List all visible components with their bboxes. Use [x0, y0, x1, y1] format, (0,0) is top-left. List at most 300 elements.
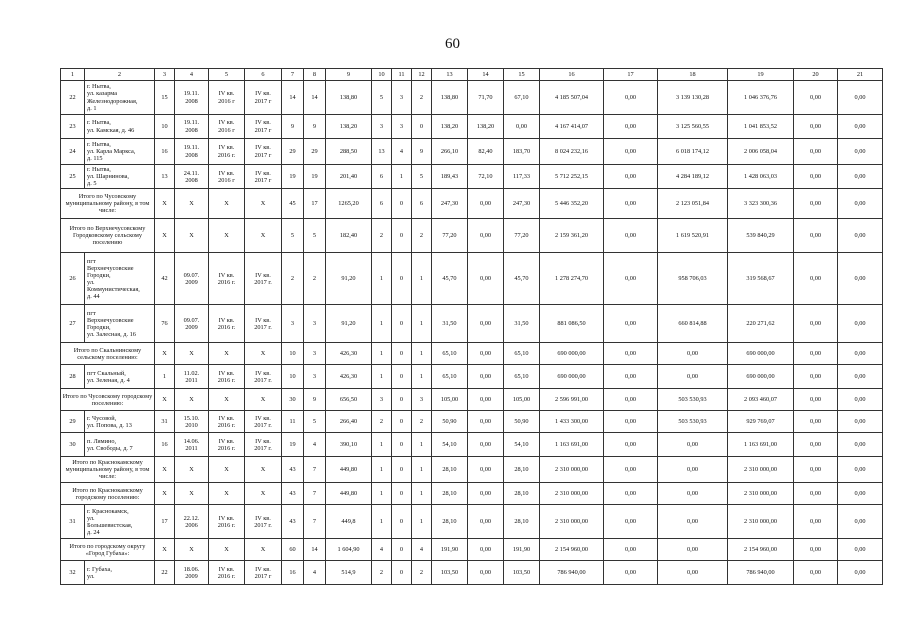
table-header-row [61, 69, 883, 81]
table-cell: IV кв. 2016 г. [209, 139, 245, 165]
table-cell: 103,50 [432, 561, 468, 585]
table-cell: X [155, 483, 175, 505]
table-cell: 5 712 252,15 [540, 165, 604, 189]
table-cell: 5 446 352,20 [540, 189, 604, 219]
table-cell: 1 [372, 365, 392, 389]
table-cell: X [155, 343, 175, 365]
table-cell: 0 [392, 389, 412, 411]
table-cell: Итого по Краснокамскому муниципальному району, в том числе: [61, 457, 155, 483]
table-cell: IV кв. 2016 г [209, 115, 245, 139]
table-cell: 0 [392, 189, 412, 219]
table-cell: 9 [304, 389, 326, 411]
table-cell: 50,90 [432, 411, 468, 433]
table-cell: 0,00 [604, 253, 658, 305]
table-cell: 21 [838, 69, 883, 81]
table-cell: 5 [304, 219, 326, 253]
table-cell: 1 [412, 505, 432, 539]
table-cell: 390,10 [326, 433, 372, 457]
table-cell: 0,00 [658, 343, 728, 365]
table-cell: 19 [728, 69, 794, 81]
table-cell: 0,00 [794, 389, 838, 411]
table-cell: 13 [432, 69, 468, 81]
table-cell: 0,00 [838, 139, 883, 165]
table-cell: 0,00 [604, 165, 658, 189]
table-cell: 17 [304, 189, 326, 219]
table-cell: 220 271,62 [728, 305, 794, 343]
table-cell: 0 [412, 115, 432, 139]
table-cell: 09.07. 2009 [175, 305, 209, 343]
table-cell: 266,10 [432, 139, 468, 165]
table-cell: 1 [412, 365, 432, 389]
table-cell: Итого по Чусовскому муниципальному району, в том числе: [61, 189, 155, 219]
table-cell: 0,00 [794, 561, 838, 585]
table-cell: 0,00 [838, 433, 883, 457]
table-cell: X [209, 189, 245, 219]
table-cell: г. Нытва, ул. Камская, д. 46 [85, 115, 155, 139]
table-cell: г. Нытва, ул. Шарнинова, д. 5 [85, 165, 155, 189]
table-cell: 3 [372, 115, 392, 139]
table-cell: 0,00 [658, 505, 728, 539]
table-cell: г. Нытва, ул. Карла Маркса, д. 115 [85, 139, 155, 165]
table-cell: 7 [304, 483, 326, 505]
table-cell: 449,8 [326, 505, 372, 539]
table-cell: 91,20 [326, 305, 372, 343]
table-cell: 2 [412, 81, 432, 115]
table-cell: 5 [209, 69, 245, 81]
table-cell: IV кв. 2016 г. [209, 433, 245, 457]
table-cell: 0,00 [468, 343, 504, 365]
table-cell: 103,50 [504, 561, 540, 585]
table-cell: 13 [372, 139, 392, 165]
table-cell: 29 [304, 139, 326, 165]
table-cell: 9 [412, 139, 432, 165]
table-cell: X [155, 457, 175, 483]
table-cell: 189,43 [432, 165, 468, 189]
table-cell: 8 024 232,16 [540, 139, 604, 165]
table-cell: 43 [282, 457, 304, 483]
table-cell: X [245, 219, 282, 253]
page-number: 60 [445, 36, 460, 52]
table-cell: 17 [155, 505, 175, 539]
table-cell: 7 [304, 505, 326, 539]
table-cell: 6 [372, 189, 392, 219]
subtotal-row [61, 219, 883, 253]
table-cell: 0,00 [838, 457, 883, 483]
table-cell: 0,00 [794, 139, 838, 165]
table-cell: 65,10 [432, 343, 468, 365]
table-cell: 4 [412, 539, 432, 561]
table-cell: 1 041 853,52 [728, 115, 794, 139]
table-cell: 28 [61, 365, 85, 389]
table-cell: 182,40 [326, 219, 372, 253]
table-cell: 3 125 560,55 [658, 115, 728, 139]
table-cell: г. Краснокамск, ул. Большевистская, д. 24 [85, 505, 155, 539]
table-cell: 0,00 [604, 483, 658, 505]
table-cell: 0,00 [794, 433, 838, 457]
table-cell: 0 [392, 343, 412, 365]
table-cell: 2 [372, 411, 392, 433]
table-row [61, 505, 883, 539]
table-cell: 503 530,93 [658, 411, 728, 433]
table-cell: 0,00 [838, 505, 883, 539]
table-cell: 7 [282, 69, 304, 81]
table-cell: 16 [155, 139, 175, 165]
table-cell: IV кв. 2016 г. [209, 253, 245, 305]
table-row [61, 81, 883, 115]
table-cell: 2 596 991,00 [540, 389, 604, 411]
table-cell: 29 [282, 139, 304, 165]
table-cell: 2 154 960,00 [540, 539, 604, 561]
table-cell: 31 [61, 505, 85, 539]
table-cell: 1 [412, 457, 432, 483]
table-cell: 54,10 [432, 433, 468, 457]
table-row [61, 561, 883, 585]
table-cell: 60 [282, 539, 304, 561]
table-cell: IV кв. 2017 г. [245, 411, 282, 433]
table-cell: 24 [61, 139, 85, 165]
table-cell: IV кв. 2016 г [209, 81, 245, 115]
table-cell: 65,10 [504, 365, 540, 389]
table-cell: 0,00 [838, 539, 883, 561]
subtotal-row [61, 343, 883, 365]
table-cell: 0,00 [794, 253, 838, 305]
table-cell: 10 [282, 365, 304, 389]
table-cell: 19 [282, 433, 304, 457]
table-cell: 201,40 [326, 165, 372, 189]
table-cell: 0,00 [468, 305, 504, 343]
table-cell: 1 046 376,76 [728, 81, 794, 115]
table-cell: пгт Скальный, ул. Зеленая, д. 4 [85, 365, 155, 389]
table-cell: 0,00 [604, 561, 658, 585]
table-cell: 1 619 520,91 [658, 219, 728, 253]
table-cell: 31,50 [504, 305, 540, 343]
table-cell: 0,00 [604, 305, 658, 343]
table-cell: 0,00 [838, 189, 883, 219]
table-cell: 2 006 058,04 [728, 139, 794, 165]
table-cell: 31,50 [432, 305, 468, 343]
table-cell: 503 530,93 [658, 389, 728, 411]
table-cell: Итого по городскому округу «Город Губаха»: [61, 539, 155, 561]
table-cell: 0,00 [604, 189, 658, 219]
table-cell: 0,00 [794, 411, 838, 433]
table-cell: пгт Верхнечусовские Городки, ул. Коммунистическая, д. 44 [85, 253, 155, 305]
table-cell: 8 [304, 69, 326, 81]
table-cell: IV кв. 2017 г [245, 81, 282, 115]
table-cell: 45,70 [504, 253, 540, 305]
table-cell: 2 154 960,00 [728, 539, 794, 561]
table-cell: 1 [412, 483, 432, 505]
table-cell: 1 163 691,00 [540, 433, 604, 457]
table-cell: 656,50 [326, 389, 372, 411]
table-cell: 0,00 [794, 81, 838, 115]
table-cell: X [245, 189, 282, 219]
table-cell: X [175, 343, 209, 365]
table-cell: 786 940,00 [540, 561, 604, 585]
table-cell: 1 [372, 483, 392, 505]
table-cell: 0,00 [794, 343, 838, 365]
table-cell: 27 [61, 305, 85, 343]
table-cell: Итого по Краснокамскому городскому поселению: [61, 483, 155, 505]
table-cell: 4 185 507,04 [540, 81, 604, 115]
table-cell: 2 [304, 253, 326, 305]
table-cell: 67,10 [504, 81, 540, 115]
table-cell: 32 [61, 561, 85, 585]
table-cell: 65,10 [504, 343, 540, 365]
table-cell: 0,00 [794, 539, 838, 561]
table-cell: 2 310 000,00 [728, 505, 794, 539]
table-cell: IV кв. 2016 г [209, 165, 245, 189]
table-cell: 76 [155, 305, 175, 343]
table-cell: 65,10 [432, 365, 468, 389]
subtotal-row [61, 539, 883, 561]
table-cell: 138,20 [326, 115, 372, 139]
table-cell: 191,90 [432, 539, 468, 561]
table-cell: 3 [412, 389, 432, 411]
table-cell: X [155, 189, 175, 219]
table-cell: г. Губаха, ул. [85, 561, 155, 585]
table-cell: 105,00 [432, 389, 468, 411]
table-cell: 91,20 [326, 253, 372, 305]
table-cell: 23 [61, 115, 85, 139]
table-cell: X [245, 483, 282, 505]
table-cell: 1 [372, 253, 392, 305]
table-cell: 22 [61, 81, 85, 115]
table-cell: 6 [412, 189, 432, 219]
table-cell: 3 [372, 389, 392, 411]
table-cell: 3 [282, 305, 304, 343]
table-cell: 0,00 [838, 253, 883, 305]
table-cell: 0,00 [838, 81, 883, 115]
table-cell: 11 [392, 69, 412, 81]
table-cell: 0,00 [604, 365, 658, 389]
table-cell: 2 [85, 69, 155, 81]
table-cell: 3 139 130,28 [658, 81, 728, 115]
table-row [61, 365, 883, 389]
table-cell: Итого по Верхнечусовскому Городковскому сельскому поселению [61, 219, 155, 253]
subtotal-row [61, 457, 883, 483]
table-cell: 7 [304, 457, 326, 483]
table-cell: X [155, 219, 175, 253]
table-cell: 0,00 [794, 457, 838, 483]
table-cell: 288,50 [326, 139, 372, 165]
table-cell: 0,00 [658, 457, 728, 483]
table-cell: 138,80 [326, 81, 372, 115]
table-cell: 28,10 [504, 505, 540, 539]
table-cell: 2 [372, 219, 392, 253]
table-cell: X [245, 539, 282, 561]
table-cell: 138,20 [432, 115, 468, 139]
table-cell: 117,33 [504, 165, 540, 189]
table-cell: 82,40 [468, 139, 504, 165]
table-cell: 0,00 [794, 115, 838, 139]
table-cell: 247,30 [504, 189, 540, 219]
table-cell: 6 [245, 69, 282, 81]
table-cell: 191,90 [504, 539, 540, 561]
table-cell: 0,00 [468, 389, 504, 411]
table-cell: 3 [304, 305, 326, 343]
table-cell: 0,00 [658, 365, 728, 389]
table-cell: 0,00 [794, 505, 838, 539]
table-cell: 30 [61, 433, 85, 457]
table-row [61, 115, 883, 139]
table-cell: 16 [282, 561, 304, 585]
table-cell: 0,00 [794, 189, 838, 219]
table-cell: 0,00 [604, 139, 658, 165]
table-cell: 16 [540, 69, 604, 81]
table-cell: 6 018 174,12 [658, 139, 728, 165]
table-cell: 5 [412, 165, 432, 189]
table-cell: 958 706,03 [658, 253, 728, 305]
table-cell: IV кв. 2017 г [245, 115, 282, 139]
table-cell: 10 [155, 115, 175, 139]
table-cell: 14 [304, 81, 326, 115]
table-cell: 13 [155, 165, 175, 189]
table-cell: 0,00 [658, 483, 728, 505]
table-cell: 2 [412, 561, 432, 585]
table-cell: 247,30 [432, 189, 468, 219]
table-cell: X [209, 457, 245, 483]
table-cell: 28,10 [432, 483, 468, 505]
table-cell: 26 [61, 253, 85, 305]
table-cell: 54,10 [504, 433, 540, 457]
table-cell: X [175, 483, 209, 505]
table-cell: 266,40 [326, 411, 372, 433]
table-cell: 0,00 [838, 365, 883, 389]
table-cell: 4 284 189,12 [658, 165, 728, 189]
table-cell: 0,00 [468, 253, 504, 305]
table-cell: 0,00 [838, 561, 883, 585]
table-cell: IV кв. 2017 г. [245, 505, 282, 539]
table-cell: X [209, 539, 245, 561]
table-cell: 45 [282, 189, 304, 219]
table-cell: IV кв. 2017 г. [245, 305, 282, 343]
table-cell: 10 [372, 69, 392, 81]
table-cell: 4 [304, 561, 326, 585]
table-cell: 20 [794, 69, 838, 81]
table-cell: 4 [175, 69, 209, 81]
table-cell: 0,00 [838, 115, 883, 139]
table-cell: 0 [392, 539, 412, 561]
table-cell: 0,00 [604, 389, 658, 411]
table-cell: 0,00 [838, 305, 883, 343]
table-cell: 0 [392, 253, 412, 305]
table-cell: 3 [392, 81, 412, 115]
table-cell: 22 [155, 561, 175, 585]
table-cell: IV кв. 2017 г. [245, 433, 282, 457]
table-cell: 4 [392, 139, 412, 165]
table-cell: 1 [372, 505, 392, 539]
table-cell: 19.11. 2008 [175, 81, 209, 115]
table-cell: 50,90 [504, 411, 540, 433]
table-cell: 25 [61, 165, 85, 189]
table-cell: 2 [282, 253, 304, 305]
table-cell: 449,80 [326, 483, 372, 505]
table-cell: 0,00 [838, 343, 883, 365]
table-cell: 0,00 [604, 539, 658, 561]
table-cell: 1 604,90 [326, 539, 372, 561]
table-cell: 690 000,00 [540, 343, 604, 365]
table-cell: 1 [372, 457, 392, 483]
table-cell: 0,00 [658, 539, 728, 561]
table-cell: 3 [155, 69, 175, 81]
table-cell: 0,00 [468, 561, 504, 585]
table-cell: 2 310 000,00 [540, 505, 604, 539]
table-cell: 1 [412, 343, 432, 365]
table-cell: 0,00 [604, 115, 658, 139]
table-cell: 0,00 [604, 81, 658, 115]
table-cell: 0,00 [794, 365, 838, 389]
table-cell: 690 000,00 [728, 343, 794, 365]
table-cell: 18 [658, 69, 728, 81]
table-cell: X [245, 389, 282, 411]
table-cell: 0,00 [468, 505, 504, 539]
table-cell: 426,30 [326, 343, 372, 365]
table-cell: 19.11. 2008 [175, 115, 209, 139]
table-cell: 2 310 000,00 [540, 457, 604, 483]
table-cell: 660 814,88 [658, 305, 728, 343]
table-cell: 19 [282, 165, 304, 189]
table-cell: 2 310 000,00 [728, 483, 794, 505]
table-cell: 0,00 [604, 433, 658, 457]
table-cell: 10 [282, 343, 304, 365]
table-cell: IV кв. 2017 г [245, 165, 282, 189]
table-cell: X [245, 343, 282, 365]
table-cell: 1 [412, 433, 432, 457]
table-cell: 2 [412, 411, 432, 433]
table-cell: 1 [155, 365, 175, 389]
table-cell: 28,10 [504, 483, 540, 505]
table-row [61, 139, 883, 165]
table-cell: 881 086,50 [540, 305, 604, 343]
table-cell: 2 [372, 561, 392, 585]
table-cell: 77,20 [432, 219, 468, 253]
table-cell: 0 [392, 433, 412, 457]
table-cell: 183,70 [504, 139, 540, 165]
table-cell: 0,00 [604, 505, 658, 539]
table-cell: IV кв. 2017 г [245, 139, 282, 165]
table-cell: 1 428 063,03 [728, 165, 794, 189]
table-cell: 3 [304, 365, 326, 389]
table-cell: 31 [155, 411, 175, 433]
table-cell: 0,00 [838, 411, 883, 433]
table-row [61, 253, 883, 305]
table-cell: 29 [61, 411, 85, 433]
table-cell: 0 [392, 411, 412, 433]
table-cell: 138,80 [432, 81, 468, 115]
table-cell: 0 [392, 561, 412, 585]
table-cell: 4 167 414,07 [540, 115, 604, 139]
housing-program-table [60, 68, 883, 585]
table-cell: 09.07. 2009 [175, 253, 209, 305]
table-cell: IV кв. 2016 г. [209, 561, 245, 585]
table-cell: 15.10. 2010 [175, 411, 209, 433]
table-cell: 5 [282, 219, 304, 253]
table-cell: 1 [372, 343, 392, 365]
table-cell: 3 [304, 343, 326, 365]
table-cell: 1 278 274,70 [540, 253, 604, 305]
table-cell: 0,00 [838, 165, 883, 189]
subtotal-row [61, 189, 883, 219]
table-cell: 2 310 000,00 [728, 457, 794, 483]
table-cell: 22.12. 2006 [175, 505, 209, 539]
table-cell: 0,00 [468, 189, 504, 219]
table-cell: 28,10 [504, 457, 540, 483]
table-cell: 0,00 [468, 539, 504, 561]
table-cell: IV кв. 2016 г. [209, 365, 245, 389]
table-cell: 18.06. 2009 [175, 561, 209, 585]
table-cell: 72,10 [468, 165, 504, 189]
table-cell: 514,9 [326, 561, 372, 585]
